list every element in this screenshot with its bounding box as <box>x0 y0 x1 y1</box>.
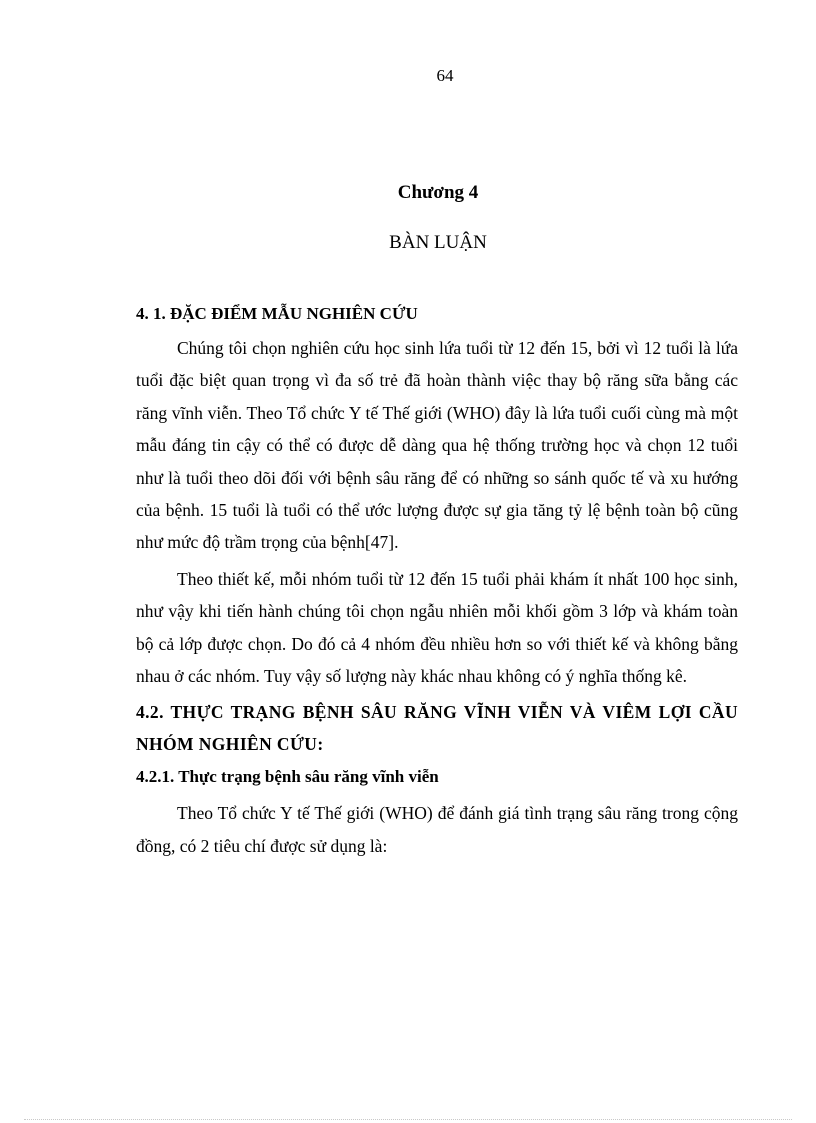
section-heading-4-1: 4. 1. ĐẶC ĐIỂM MẪU NGHIÊN CỨU <box>136 304 418 323</box>
chapter-title: Chương 4 <box>397 182 479 203</box>
document-body <box>136 298 738 862</box>
paragraph: Theo thiết kế, mỗi nhóm tuổi từ 12 đến 15 tuổi phải khám ít nhất 100 học sinh, như vậy khi tiến hành chúng tôi chọn ngẫu nhiên mỗi khối gồm 3 lớp và khám toàn bộ cả lớp được chọn. Do đó cả 4 nhóm đều nhiều hơn so với thiết kế và không bằng nhau ở các nhóm. Tuy vậy số lượng này khác nhau không có ý nghĩa thống kê. <box>136 568 738 687</box>
paragraph: Chúng tôi chọn nghiên cứu học sinh lứa tuổi từ 12 đến 15, bởi vì 12 tuổi là lứa tuổi đặc biệt quan trọng vì đa số trẻ đã hoàn thành việc thay bộ răng sữa bằng các răng vĩnh viễn. Theo Tổ chức Y tế Thế giới (WHO) đây là lứa tuổi cuối cùng mà một mẫu đáng tin cậy có thể có được dễ dàng qua hệ thống trường học và chọn 12 tuổi như là tuổi theo dõi đối với bệnh sâu răng để có những so sánh quốc tế và xu hướng của bệnh. 15 tuổi là tuổi có thể ước lượng được sự gia tăng tỷ lệ bệnh toàn bộ cũng như mức độ trầm trọng của bệnh[47]. <box>136 338 738 553</box>
page-number: 64 <box>436 66 454 85</box>
paragraph: Theo Tổ chức Y tế Thế giới (WHO) để đánh giá tình trạng sâu răng trong cộng đồng, có 2 tiêu chí được sử dụng là: <box>136 803 738 856</box>
section-heading-4-2: 4.2. THỰC TRẠNG BỆNH SÂU RĂNG VĨNH VIỄN VÀ VIÊM LỢI CẦU NHÓM NGHIÊN CỨU: <box>136 702 738 755</box>
subsection-heading-4-2-1: 4.2.1. Thực trạng bệnh sâu răng vĩnh viễn <box>136 767 439 787</box>
chapter-subtitle: BÀN LUẬN <box>389 232 487 253</box>
page-bottom-divider <box>24 1119 792 1120</box>
